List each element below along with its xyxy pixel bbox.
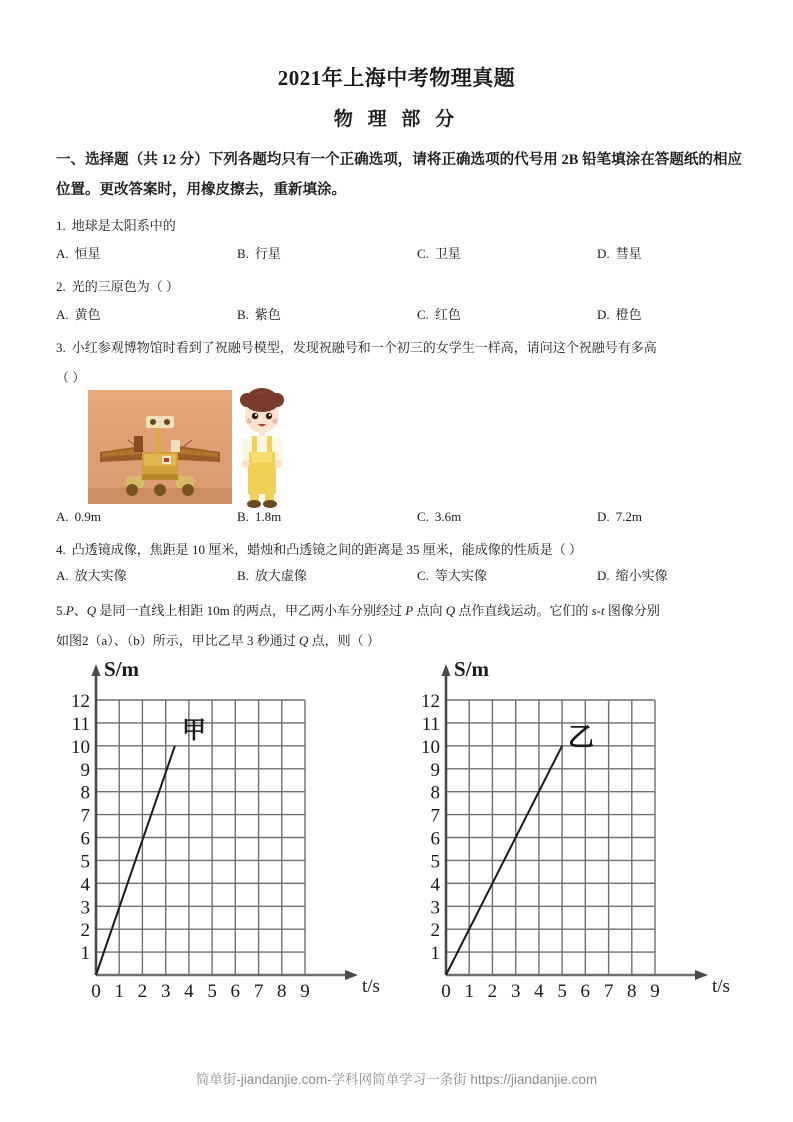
chart-jia-ylabel: S/m (104, 657, 140, 681)
svg-text:2: 2 (487, 981, 498, 1002)
question-4-option-a[interactable]: A. 放大实像 (56, 568, 127, 583)
question-2-options (56, 302, 746, 328)
question-4-text: 凸透镜成像，焦距是 10 厘米，蜡烛和凸透镜之间的距离是 35 厘米，能成像的性质是（ ） (71, 542, 583, 557)
svg-text:0: 0 (441, 981, 451, 1002)
chart-yi-axes (442, 664, 709, 980)
question-1-stem (56, 211, 746, 241)
svg-text:7: 7 (253, 981, 264, 1002)
svg-text:3: 3 (430, 897, 440, 919)
girl-illustration (236, 386, 288, 508)
svg-text:7: 7 (603, 981, 614, 1002)
chart-yi-series-label: 乙 (568, 723, 595, 752)
svg-text:3: 3 (160, 981, 171, 1002)
svg-text:4: 4 (184, 981, 194, 1002)
svg-text:9: 9 (430, 759, 440, 781)
svg-text:8: 8 (277, 981, 287, 1002)
svg-text:3: 3 (510, 981, 521, 1002)
svg-text:3: 3 (80, 897, 90, 919)
svg-text:2: 2 (137, 981, 148, 1002)
question-2-option-d[interactable]: D. 橙色 (597, 307, 642, 322)
chart-jia-series-label: 甲 (182, 718, 206, 744)
svg-text:10: 10 (421, 736, 440, 758)
question-1-number: 1. (56, 218, 66, 233)
svg-text:9: 9 (650, 981, 660, 1002)
svg-text:1: 1 (430, 943, 440, 965)
svg-text:7: 7 (430, 805, 440, 827)
chart-jia-axes (92, 664, 359, 980)
question-3-option-c[interactable]: C. 3.6m (417, 509, 462, 524)
svg-text:9: 9 (300, 981, 310, 1002)
svg-text:12: 12 (71, 691, 90, 712)
question-3-stem (56, 333, 746, 363)
question-4-options (56, 563, 746, 589)
question-4-option-d[interactable]: D. 缩小实像 (597, 568, 668, 583)
svg-text:11: 11 (421, 713, 440, 735)
question-2-text: 光的三原色为（ ） (71, 279, 180, 294)
chart-jia-xtick-labels (91, 981, 310, 1002)
chart-yi-st-graph (420, 650, 740, 1010)
rover-illustration (98, 410, 222, 498)
page-title: 2021年上海中考物理真题 (277, 66, 516, 90)
question-2-option-a[interactable]: A. 黄色 (56, 307, 101, 322)
question-5-stem-line2: 如图2（a）、（b）所示，甲比乙早 3 秒通过 Q 点，则（ ） (56, 633, 380, 648)
question-3-text: 小红参观博物馆时看到了祝融号模型，发现祝融号和一个初三的女学生一样高，请问这个祝融号有多高 (71, 340, 657, 355)
svg-text:0: 0 (91, 981, 101, 1002)
svg-text:8: 8 (627, 981, 637, 1002)
chart-yi-ylabel: S/m (454, 657, 490, 681)
svg-text:5: 5 (80, 851, 90, 873)
question-1-option-b[interactable]: B. 行星 (237, 246, 281, 261)
question-3-options (56, 504, 746, 530)
svg-text:4: 4 (80, 874, 90, 896)
footer-watermark: 简单街-jiandanjie.com-学科网简单学习一条街 https://jiandanjie.com (195, 1072, 598, 1087)
page-subtitle: 物 理 部 分 (333, 109, 460, 130)
svg-text:5: 5 (557, 981, 567, 1002)
question-1-option-c[interactable]: C. 卫星 (417, 246, 461, 261)
question-4-option-c[interactable]: C. 等大实像 (417, 568, 487, 583)
svg-text:4: 4 (430, 874, 440, 896)
svg-text:9: 9 (80, 759, 90, 781)
question-3-option-b[interactable]: B. 1.8m (237, 509, 282, 524)
svg-text:6: 6 (580, 981, 591, 1002)
zhurong-rover-photo (88, 390, 232, 504)
section-instruction: 一、选择题（共 12 分）下列各题均只有一个正确选项，请将正确选项的代号用 2B 铅笔填涂在答题纸的相应位置。更改答案时，用橡皮擦去，重新填涂。 (56, 152, 742, 198)
svg-text:2: 2 (80, 920, 90, 942)
svg-text:5: 5 (207, 981, 217, 1002)
svg-text:5: 5 (430, 851, 440, 873)
svg-text:6: 6 (80, 828, 90, 850)
svg-text:7: 7 (80, 805, 90, 827)
chart-yi-xlabel: t/s (712, 976, 730, 997)
question-3-option-a[interactable]: A. 0.9m (56, 509, 102, 524)
question-2-number: 2. (56, 279, 66, 294)
svg-text:10: 10 (71, 736, 90, 758)
question-1-text: 地球是太阳系中的 (71, 218, 176, 233)
question-1-option-a[interactable]: A. 恒星 (56, 246, 101, 261)
svg-text:1: 1 (80, 943, 90, 965)
question-3-stem-cont (56, 363, 746, 393)
svg-text:1: 1 (114, 981, 124, 1002)
question-5-stem-line1: 5.P、Q 是同一直线上相距 10m 的两点，甲乙两小车分别经过 P 点向 Q 点作直线运动。它们的 s-t 图像分别 (56, 603, 660, 618)
question-5-number: 5. (56, 603, 66, 618)
svg-text:12: 12 (421, 691, 440, 712)
svg-text:6: 6 (430, 828, 440, 850)
chart-yi-xtick-labels (441, 981, 660, 1002)
question-3-number: 3. (56, 340, 66, 355)
chart-jia-st-graph (70, 650, 390, 1010)
svg-text:4: 4 (534, 981, 544, 1002)
chart-jia-xlabel: t/s (362, 976, 380, 997)
svg-text:2: 2 (430, 920, 440, 942)
chart-yi-ytick-labels (421, 691, 441, 964)
question-1-options (56, 241, 746, 267)
question-4-number: 4. (56, 542, 66, 557)
svg-text:11: 11 (71, 713, 90, 735)
question-4-stem (56, 535, 746, 565)
svg-text:8: 8 (430, 782, 440, 804)
question-4-option-b[interactable]: B. 放大虚像 (237, 568, 307, 583)
question-2-stem (56, 272, 746, 302)
question-3-option-d[interactable]: D. 7.2m (597, 509, 643, 524)
question-3-blank: （ ） (56, 370, 86, 385)
question-1-option-d[interactable]: D. 彗星 (597, 246, 642, 261)
question-2-option-c[interactable]: C. 红色 (417, 307, 461, 322)
svg-text:1: 1 (464, 981, 474, 1002)
svg-text:8: 8 (80, 782, 90, 804)
question-2-option-b[interactable]: B. 紫色 (237, 307, 281, 322)
chart-jia-ytick-labels (71, 691, 91, 964)
svg-text:6: 6 (230, 981, 241, 1002)
